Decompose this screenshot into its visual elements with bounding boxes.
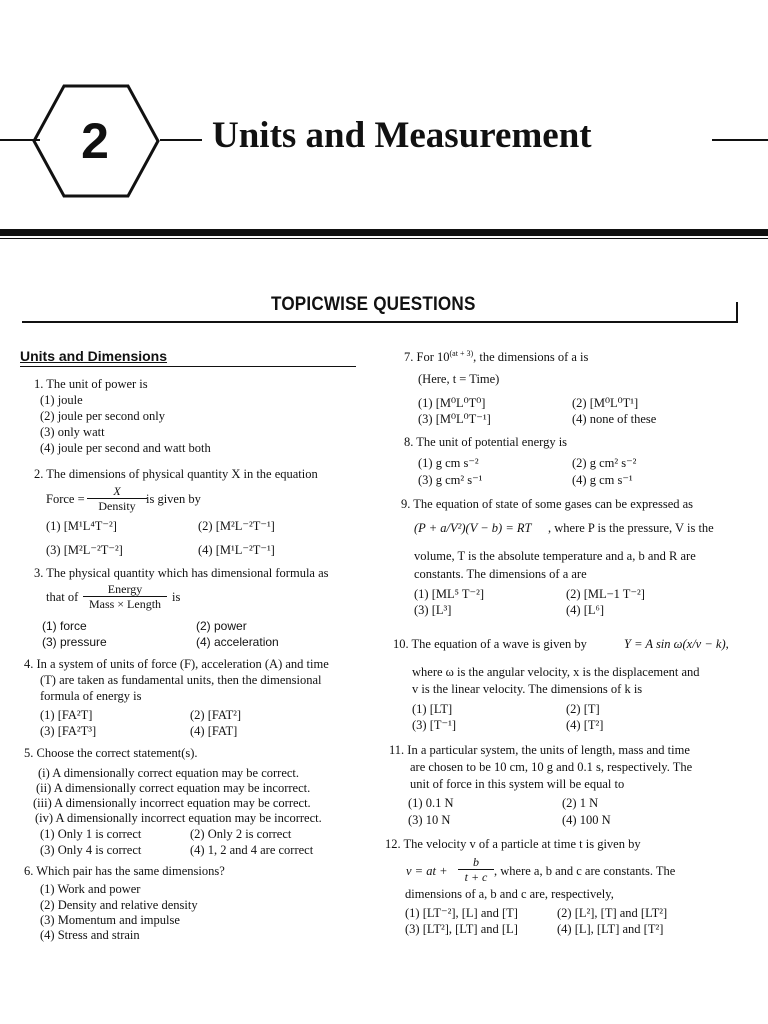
q7-option-1: (1) [M⁰L⁰T⁰] [418, 396, 486, 410]
q5-option-2: (2) Only 2 is correct [190, 827, 292, 841]
q10-option-4: (4) [T²] [566, 718, 604, 732]
q3-fraction-den: Mass × Length [83, 596, 167, 611]
q6-option-3: (3) Momentum and impulse [40, 913, 180, 927]
q11-line-3: unit of force in this system will be equal to [410, 777, 625, 791]
q4-line-3: formula of energy is [40, 689, 142, 703]
q11-line-2: are chosen to be 10 cm, 10 g and 0.1 s, respectively. The [410, 760, 693, 774]
header-thick-rule [0, 229, 768, 236]
q3-option-4: (4) acceleration [196, 635, 279, 649]
q10-line-2: where ω is the angular velocity, x is the displacement and [412, 665, 700, 679]
q10-option-1: (1) [LT] [412, 702, 453, 716]
q7-option-3: (3) [M⁰L⁰T⁻¹] [418, 412, 491, 426]
q12-option-1: (1) [LT⁻²], [L] and [T] [405, 906, 518, 920]
q3-option-2: (2) power [196, 619, 247, 633]
q3-fraction-num: Energy [107, 582, 143, 596]
q8-option-1: (1) g cm s⁻² [418, 456, 479, 470]
q11-option-4: (4) 100 N [562, 813, 611, 827]
q6-option-2: (2) Density and relative density [40, 898, 198, 912]
q2-force-label: Force = [46, 492, 85, 506]
q10-stem: 10. The equation of a wave is given by [393, 637, 587, 651]
q2-option-3: (3) [M²L⁻²T⁻²] [46, 543, 123, 557]
topic-heading: TOPICWISE QUESTIONS [271, 294, 476, 315]
topic-rule-tick [736, 302, 738, 323]
q9-option-1: (1) [ML⁵ T⁻²] [414, 587, 485, 601]
q5-option-1: (1) Only 1 is correct [40, 827, 142, 841]
q12-line-1: 12. The velocity v of a particle at time t is given by [385, 837, 641, 851]
q9-line-3: volume, T is the absolute temperature and a, b and R are [414, 549, 696, 563]
q6-option-4: (4) Stress and strain [40, 928, 140, 942]
q4-line-2: (T) are taken as fundamental units, then the dimensional [40, 673, 322, 687]
q5-option-3: (3) Only 4 is correct [40, 843, 142, 857]
q11-line-1: 11. In a particular system, the units of length, mass and time [389, 743, 690, 757]
q4-option-2: (2) [FAT²] [190, 708, 242, 722]
q8-stem: 8. The unit of potential energy is [404, 435, 568, 449]
q2-fraction-den: Density [87, 498, 147, 513]
q12-eq-pre: v = at + [406, 864, 448, 878]
q10-option-2: (2) [T] [566, 702, 600, 716]
q9-option-4: (4) [L⁶] [566, 603, 605, 617]
header-thin-rule [0, 238, 768, 239]
header-rule-right [712, 139, 768, 141]
q11-option-3: (3) 10 N [408, 813, 451, 827]
topic-rule [22, 321, 738, 323]
q12-option-4: (4) [L], [LT] and [T²] [557, 922, 664, 936]
q1-stem: 1. The unit of power is [34, 377, 148, 391]
q9-option-2: (2) [ML−1 T⁻²] [566, 587, 645, 601]
q1-option-1: (1) joule [40, 393, 83, 407]
q4-line-1: 4. In a system of units of force (F), acceleration (A) and time [24, 657, 329, 671]
q3-tail: is [172, 590, 181, 604]
q5-statement-1: (i) A dimensionally correct equation may be correct. [38, 766, 300, 780]
q2-option-2: (2) [M²L⁻²T⁻¹] [198, 519, 275, 533]
q8-option-4: (4) g cm s⁻¹ [572, 473, 633, 487]
q3-pre: that of [46, 590, 79, 604]
q10-option-3: (3) [T⁻¹] [412, 718, 457, 732]
q9-stem: 9. The equation of state of some gases can be expressed as [401, 497, 694, 511]
q1-option-4: (4) joule per second and watt both [40, 441, 211, 455]
q12-fraction-den: t + c [458, 869, 494, 884]
q12-option-2: (2) [L²], [T] and [LT²] [557, 906, 668, 920]
q9-equation: (P + a/V²)(V − b) = RT [414, 521, 532, 535]
q2-option-1: (1) [M¹L⁴T⁻²] [46, 519, 117, 533]
q2-option-4: (4) [M¹L⁻²T⁻¹] [198, 543, 275, 557]
q7-stem [404, 350, 588, 364]
q10-equation: Y = A sin ω(x/v − k), [624, 637, 729, 651]
q12-eq-tail: , where a, b and c are constants. The [494, 864, 676, 878]
q5-statement-4: (iv) A dimensionally incorrect equation may be incorrect. [35, 811, 322, 825]
q3-option-1: (1) force [42, 619, 87, 633]
q9-equation-tail: , where P is the pressure, V is the [548, 521, 714, 535]
q4-option-3: (3) [FA²T³] [40, 724, 97, 738]
q12-line-3: dimensions of a, b and c are, respectively, [405, 887, 614, 901]
q2-fraction [87, 484, 147, 513]
q3-option-3: (3) pressure [42, 635, 107, 649]
q5-statement-3: (iii) A dimensionally incorrect equation may be correct. [33, 796, 311, 810]
q11-option-2: (2) 1 N [562, 796, 599, 810]
q8-option-2: (2) g cm² s⁻² [572, 456, 637, 470]
q2-tail: is given by [146, 492, 201, 506]
q1-option-2: (2) joule per second only [40, 409, 165, 423]
q1-option-3: (3) only watt [40, 425, 105, 439]
q3-stem: 3. The physical quantity which has dimensional formula as [34, 566, 329, 580]
q11-option-1: (1) 0.1 N [408, 796, 454, 810]
chapter-title: Units and Measurement [212, 115, 592, 156]
q12-fraction [458, 855, 494, 884]
header-rule-mid [160, 139, 202, 141]
q3-fraction [83, 582, 167, 611]
q7-stem-sup: (at + 3) [449, 348, 474, 358]
q2-fraction-num: X [113, 484, 121, 498]
section-rule [20, 366, 356, 367]
q10-line-3: v is the linear velocity. The dimensions of k is [412, 682, 643, 696]
q7-stem-a: 7. For 10 [404, 350, 450, 364]
section-heading: Units and Dimensions [20, 348, 168, 364]
q5-stem: 5. Choose the correct statement(s). [24, 746, 198, 760]
q5-option-4: (4) 1, 2 and 4 are correct [190, 843, 314, 857]
q4-option-1: (1) [FA²T] [40, 708, 93, 722]
q12-option-3: (3) [LT²], [LT] and [L] [405, 922, 518, 936]
q12-fraction-num: b [473, 855, 479, 869]
q9-line-4: constants. The dimensions of a are [414, 567, 587, 581]
q7-option-4: (4) none of these [572, 412, 657, 426]
q7-option-2: (2) [M⁰L⁰T¹] [572, 396, 639, 410]
q5-statement-2: (ii) A dimensionally correct equation may be incorrect. [36, 781, 311, 795]
q4-option-4: (4) [FAT] [190, 724, 238, 738]
q7-note: (Here, t = Time) [418, 372, 500, 386]
chapter-number: 2 [81, 113, 109, 169]
q7-stem-b: , the dimensions of a is [473, 350, 589, 364]
q9-option-3: (3) [L³] [414, 603, 452, 617]
q6-stem: 6. Which pair has the same dimensions? [24, 864, 225, 878]
q8-option-3: (3) g cm² s⁻¹ [418, 473, 483, 487]
q2-stem: 2. The dimensions of physical quantity X in the equation [34, 467, 318, 481]
q6-option-1: (1) Work and power [40, 882, 141, 896]
